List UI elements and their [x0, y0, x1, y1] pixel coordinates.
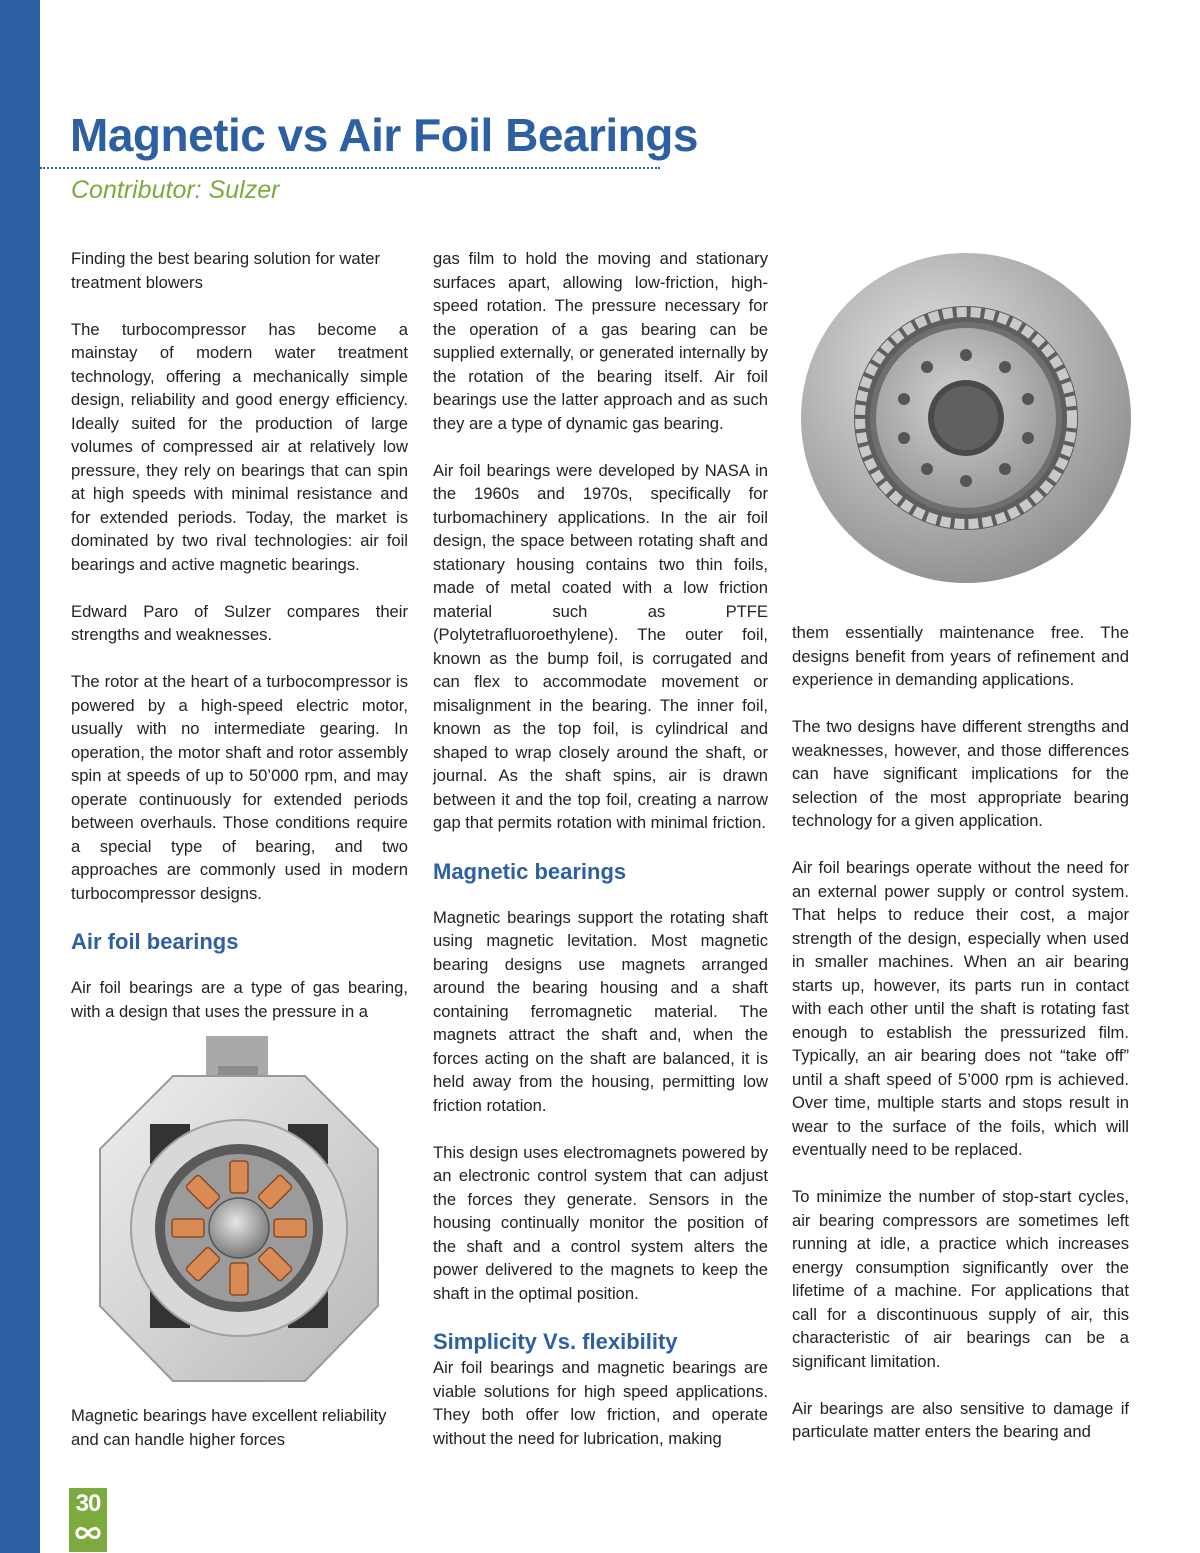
air-foil-bearing-image: [796, 240, 1136, 585]
side-color-bar: [0, 0, 40, 1553]
body-paragraph: Magnetic bearings support the rotating shaft using magnetic levitation. Most magnetic bearing designs use magnets arranged around the bearing housing and a shaft containing ferromagnetic material. The magnets attract the shaft and, when the forces acting on the shaft are balanced, it is held away from the housing, permitting low friction rotation.: [433, 907, 768, 1115]
infinity-icon: [74, 1520, 102, 1546]
body-paragraph: The two designs have different strengths and weaknesses, however, and those differences can have significant implications for the selection of the most appropriate bearing technology for a given application.: [792, 717, 1129, 830]
page-number: 30: [75, 1490, 101, 1517]
body-paragraph: Air foil bearings are a type of gas bearing, with a design that uses the pressure in a: [71, 978, 408, 1021]
intro-paragraph: Finding the best bearing solution for water treatment blowers: [71, 249, 381, 292]
contributor-line: Contributor: Sulzer: [71, 176, 280, 204]
body-paragraph: To minimize the number of stop-start cycles, air bearing compressors are sometimes left running at idle, a practice which increases energy consumption significantly over the lifetime of a machine. For applications that call for a discontinuous supply of air, this characteristic of air bearings can be a significant limitation.: [792, 1187, 1129, 1371]
body-paragraph: The rotor at the heart of a turbocompressor is powered by a high-speed electric motor, usually with no intermediate gearing. In operation, the motor shaft and rotor assembly spin at speeds of up to 50’000 rpm, and may operate continuously for extended periods between overhauls. Those conditions require a special type of bearing, and two approaches are commonly used in modern turbocompressor designs.: [71, 672, 408, 903]
body-paragraph: This design uses electromagnets powered by an electronic control system that can adjust the forces they generate. Sensors in the housing continually monitor the position of the shaft and a control system alters the power delivered to the magnets to keep the shaft in the optimal position.: [433, 1142, 768, 1303]
image-caption: Magnetic bearings have excellent reliability and can handle higher forces: [71, 1406, 387, 1449]
body-paragraph: Air foil bearings and magnetic bearings are viable solutions for high speed applications. They both offer low friction, and operate without the need for lubrication, making: [433, 1358, 768, 1448]
column-1: [71, 247, 408, 1023]
title-dotted-rule: [40, 167, 660, 169]
page-title: Magnetic vs Air Foil Bearings: [70, 109, 698, 161]
body-paragraph: Air bearings are also sensitive to damage if particulate matter enters the bearing and: [792, 1398, 1129, 1441]
body-paragraph: The turbocompressor has become a mainstay of modern water treatment technology, offering a mechanically simple design, reliability and good energy efficiency. Ideally suited for the production of large volumes of compressed air at relatively low pressure, they rely on bearings that can spin at high speeds with minimal resistance and for extended periods. Today, the market is dominated by two rival technologies: air foil bearings and active magnetic bearings.: [71, 319, 408, 574]
magnetic-bearing-image: [78, 1036, 400, 1388]
body-paragraph: gas film to hold the moving and stationary surfaces apart, allowing low-friction, high-speed rotation. The pressure necessary for the operation of a gas bearing can be supplied externally, or generated internally by the rotation of the bearing itself. Air foil bearings use the latter approach and as such they are a type of dynamic gas bearing.: [433, 249, 768, 433]
column-2: [433, 247, 768, 1450]
page-number-badge: [69, 1488, 107, 1552]
body-paragraph: them essentially maintenance free. The designs benefit from years of refinement and experience in demanding applications.: [792, 623, 1129, 689]
body-paragraph: Air foil bearings were developed by NASA in the 1960s and 1970s, specifically for turbomachinery applications. In the air foil design, the space between rotating shaft and stationary housing contains two thin foils, made of metal coated with a low friction material such as PTFE (Polytetrafluoroethylene). The outer foil, known as the bump foil, is corrugated and can flex to accommodate movement or misalignment in the bearing. The inner foil, known as the top foil, is cylindrical and shaped to wrap closely around the shaft, or journal. As the shaft spins, air is drawn between it and the top foil, creating a narrow gap that permits rotation with minimal friction.: [433, 460, 768, 832]
column-3: [792, 621, 1129, 1444]
section-heading-simplicity: Simplicity Vs. flexibility: [433, 1329, 678, 1354]
body-paragraph: Air foil bearings operate without the need for an external power supply or control system. That helps to reduce their cost, a major strength of the design, especially when used in smaller machines. When an air bearing starts up, however, its parts run in contact with each other until the shaft is rotating fast enough to establish the pressurized film. Typically, an air bearing does not “take off” until a shaft speed of 5’000 rpm is achieved. Over time, multiple starts and stops result in wear to the surface of the foils, which will eventually need to be replaced.: [792, 858, 1129, 1159]
section-heading-magnetic: Magnetic bearings: [433, 858, 627, 884]
section-heading-air-foil: Air foil bearings: [71, 929, 239, 954]
body-paragraph: Edward Paro of Sulzer compares their strengths and weaknesses.: [71, 601, 408, 644]
